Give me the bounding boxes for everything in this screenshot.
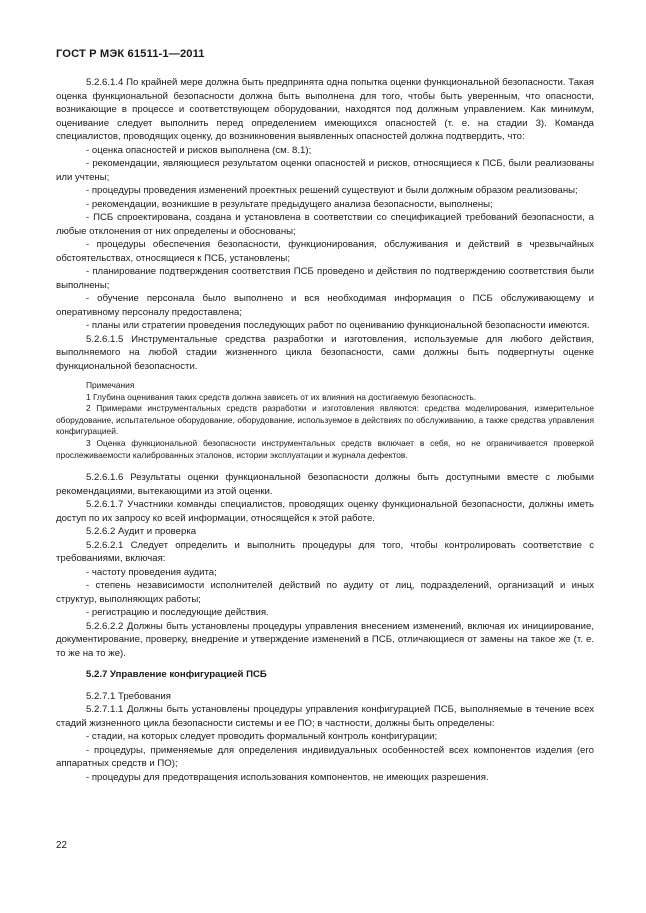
page-header: ГОСТ Р МЭК 61511-1—2011 [56, 48, 205, 60]
paragraph: 5.2.6.2.1 Следует определить и выполнить процедуры для того, чтобы контролировать соответствие с требованиями, включая: [56, 539, 594, 565]
document-body [56, 76, 594, 784]
notes-block [56, 380, 594, 461]
list-item: - рекомендации, возникшие в результате предыдущего анализа безопасности, выполнены; [86, 198, 493, 210]
notes-heading: Примечания [86, 380, 135, 390]
paragraph: 5.2.7.1.1 Должны быть установлены процедуры управления конфигурацией ПСБ, выполняемые в течение всех стадий жизненного цикла безопасности системы и ее ПО; в частности, должны быть определены: [56, 704, 594, 729]
paragraph-group-b [56, 471, 594, 660]
paragraph: 5.2.6.1.7 Участники команды специалистов, проводящих оценку функциональной безопасности, должны иметь доступ по их запросу ко всей информации, относящейся к этой работе. [56, 499, 594, 524]
note-item: 2 Примерами инструментальных средств разработки и изготовления являются: средства моделирования, измерительное оборудование, испытательное оборудование, оборудование, используемое в действиях по обслуживанию, а также средства управления конфигурацией. [56, 403, 594, 437]
list-item: - оценка опасностей и рисков выполнена (см. 8.1); [86, 144, 312, 156]
list-item: - процедуры, применяемые для определения индивидуальных особенностей всех компонентов изделия (его аппаратных средств и ПО); [56, 744, 594, 770]
list-item: - планы или стратегии проведения последующих работ по оцениванию функциональной безопасности имеются. [86, 320, 590, 331]
note-item: 1 Глубина оценивания таких средств должна зависеть от их влияния на достигаемую безопасность. [86, 391, 477, 402]
list-item: - процедуры обеспечения безопасности, функционирования, обслуживания и действий в чрезвычайных обстоятельствах, относящиеся к ПСБ, установлены; [56, 239, 594, 264]
list-item: - степень независимости исполнителей действий по аудиту от лиц, подразделений, организаций и иных структур, выполняющих работы; [56, 580, 594, 605]
subsection-heading: 5.2.6.2 Аудит и проверка [86, 526, 197, 538]
section-title: 5.2.7 Управление конфигурацией ПСБ [86, 669, 267, 681]
list-item: - рекомендации, являющиеся результатом оценки опасностей и рисков, относящиеся к ПСБ, были реализованы или учтены; [56, 158, 594, 183]
list-item: - регистрацию и последующие действия. [86, 607, 269, 619]
note-item: 3 Оценка функциональной безопасности инструментальных средств включает в себя, но не ограничивается проверкой прослеживаемости калиброванных эталонов, истории эксплуатации и журнала дефектов. [56, 437, 594, 460]
paragraph: 5.2.6.1.5 Инструментальные средства разработки и изготовления, используемые для любого действия, выполняемого на любой стадии жизненного цикла безопасности, сами должны быть подвергнуты оценке функциональной безопасности. [56, 333, 594, 372]
paragraph: 5.2.6.1.6 Результаты оценки функциональной безопасности должны быть доступными вместе с любыми рекомендациями, вытекающими из этой оценки. [56, 472, 594, 497]
paragraph-group-c [56, 690, 594, 785]
paragraph: 5.2.6.2.2 Должны быть установлены процедуры управления внесением изменений, включая их инициирование, документирование, проверку, внедрение и утверждение изменений в ПСБ, отличающиеся от замены на такое же (т. е. то же на то же). [56, 620, 594, 659]
paragraph-group-a [56, 76, 594, 373]
list-item: - процедуры для предотвращения использования компонентов, не имеющих разрешения. [86, 771, 489, 783]
list-item: - процедуры проведения изменений проектных решений существуют и были должным образом реализованы; [86, 185, 578, 196]
page-number: 22 [56, 840, 67, 851]
paragraph: 5.2.6.1.4 По крайней мере должна быть предпринята одна попытка оценки функциональной безопасности. Такая оценка функциональной безопасности должна быть выполнена для того, чтобы быть уверенным, что опасности, возникающие в процессе и соответствующем оборудовании, находятся под должным управлением. Как минимум, оценивание следует выполнить перед определением имеющихся опасностей (т. е. на стадии 3). Команда специалистов, проводящих оценку, до возникновения выявленных опасностей должна подтвердить, что: [56, 77, 594, 142]
list-item: - стадии, на которых следует проводить формальный контроль конфигурации; [86, 731, 438, 743]
list-item: - планирование подтверждения соответствия ПСБ проведено и действия по подтверждению соответствия были выполнены; [56, 266, 594, 291]
list-item: - частоту проведения аудита; [86, 566, 217, 578]
list-item: - ПСБ спроектирована, создана и установлена в соответствии со спецификацией требований безопасности, а любые отклонения от них определены и обоснованы; [56, 212, 594, 237]
subsection-heading: 5.2.7.1 Требования [86, 690, 171, 702]
list-item: - обучение персонала было выполнено и вся необходимая информация о ПСБ обслуживающему и оперативному персоналу предоставлена; [56, 293, 594, 318]
